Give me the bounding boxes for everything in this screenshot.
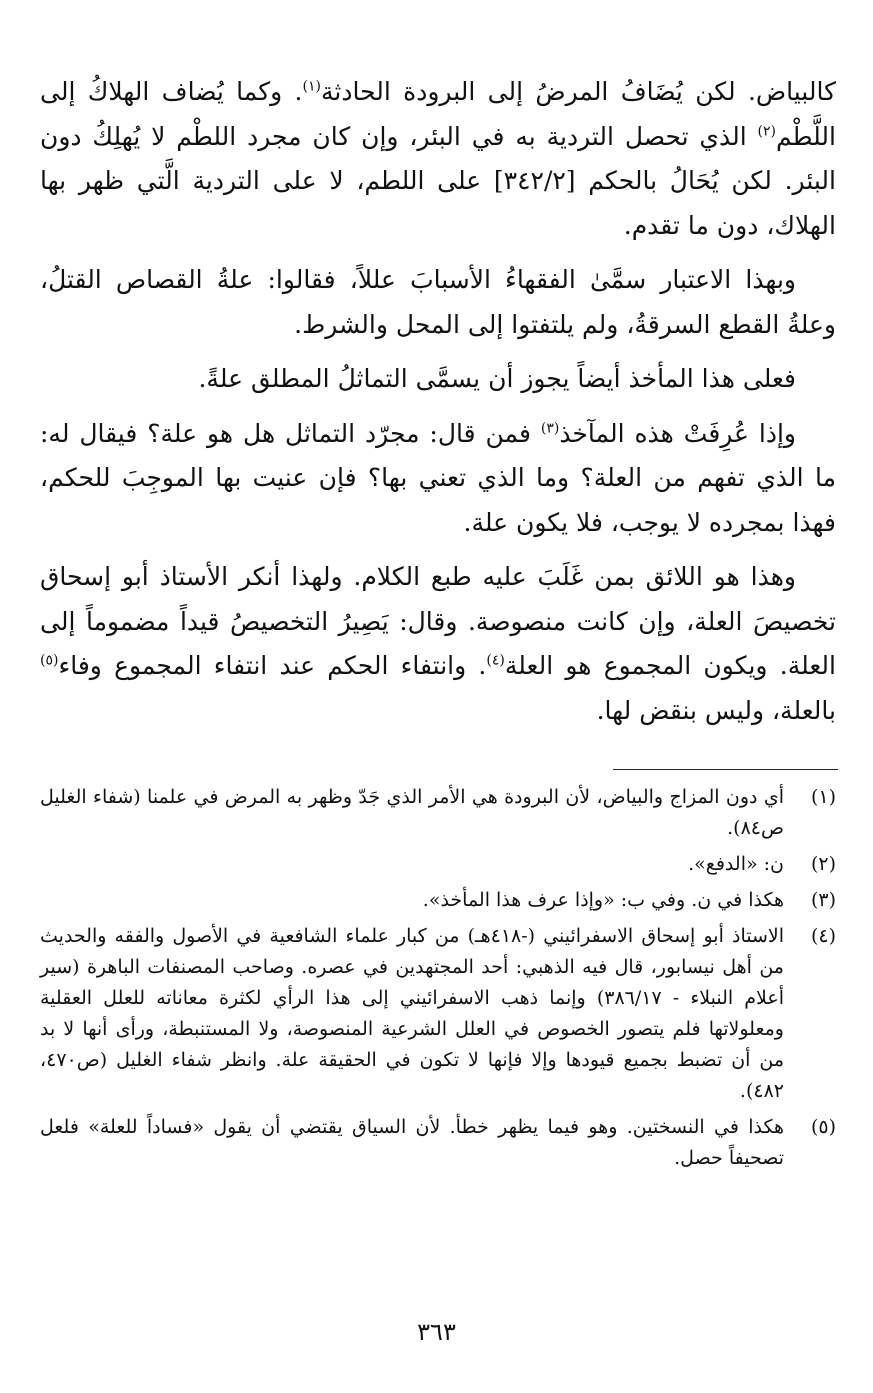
p5-text-b: . وانتفاء الحكم عند انتفاء المجموع وفاء [58,651,487,680]
p1-text-a: كالبياض. لكن يُضَافُ المرضُ إلى البرودة الحادثة [320,77,836,106]
p5-text-c: بالعلة، وليس بنقض لها. [596,695,836,725]
footnote-text: هكذا في ن. وفي ب: «وإذا عرف هذا المأخذ». [422,889,784,911]
footnote-number: (٤) [810,925,836,947]
footnote-number: (٥) [810,1116,836,1138]
footnote-text: ن: «الدفع». [688,853,784,875]
footnote-number: (٢) [810,853,836,875]
paragraph-3: فعلى هذا المأخذ أيضاً يجوز أن يسمَّى التماثلُ المطلق علةً. [198,364,796,393]
footnotes [40,782,836,1179]
footnote-text: هكذا في النسختين. وهو فيما يظهر خطأ. لأن السياق يقتضي أن يقول «فساداً للعلة» فلعل تصحيفاً حصل. [40,1116,784,1169]
footnote-ref-4: (٤) [486,652,505,669]
p1-text-b: . وكما يُضاف الهلاكُ إلى اللَّطْم [40,77,836,151]
paragraph-5 [40,555,836,733]
paragraph-1 [40,70,836,248]
p1-text-c: الذي تحصل التردية به في البئر، وإن كان مجرد اللطْم لا يُهلِكُ دون البئر. لكن يُحَالُ بالحكم [٣٤٢/٢] على اللطم، لا على التردية الَّتي ظهر بها الهلاك، دون ما تقدم. [40,121,836,240]
footnote-ref-3: (٣) [540,420,560,437]
footnote-ref-2: (٢) [757,123,776,140]
footnote-4 [40,921,836,1107]
p4-text-a: وإذا عُرِفَتْ هذه المآخذ [559,418,796,448]
footnote-number: (١) [810,786,836,808]
footnote-text: الاستاذ أبو إسحاق الاسفرائيني (-٤١٨هـ) من كبار علماء الشافعية في الأصول والفقه والحديث من أهل نيسابور، قال فيه الذهبي: أحد المجتهدين في عصره. وصاحب المصنفات الباهرة (سير أعلام النبلاء - ٣٨٦/١٧) وإنما ذهب الاسفرائيني إلى هذا الرأي لكثرة معاناته للعلل العقلية ومعلولاتها فلم يتصور الخصوص في العلل الشرعية المنصوصة، ولا المستنبطة، ورأى أنها لا بد من أن تضبط بجميع قيودها وإلا فإنها لا تكون في الحقيقة علة. وانظر شفاء الغليل (ص٤٧٠، ٤٨٢). [40,925,785,1102]
p4-text-b: فمن قال: مجرّد التماثل هل هو علة؟ فيقال له: ما الذي تفهم من العلة؟ وما الذي تعني بها؟ فإن عنيت بها الموجِبَ للحكم، فهذا بمجرده لا يوجب، فلا يكون علة. [40,418,836,537]
footnote-text: أي دون المزاج والبياض، لأن البرودة هي الأمر الذي جَدّ وظهر به المرض في علمنا (شفاء الغليل ص٨٤). [40,786,784,839]
footnote-ref-1: (١) [302,78,321,95]
footnote-separator [613,769,838,770]
footnote-number: (٣) [810,889,836,911]
paragraph-4 [40,412,836,546]
main-text [40,70,836,743]
footnote-2 [40,849,836,880]
footnote-3 [40,885,836,916]
footnote-5 [40,1112,836,1174]
footnote-1 [40,782,836,844]
footnote-ref-5: (٥) [40,652,59,669]
paragraph-2: وبهذا الاعتبار سمَّىٰ الفقهاءُ الأسبابَ عللاً، فقالوا: علةُ القصاص القتلُ، وعلةُ القطع السرقةُ، ولم يلتفتوا إلى المحل والشرط. [40,265,836,339]
page-number: ٣٦٣ [417,1318,456,1346]
p5-text-a: وهذا هو اللائق بمن غَلَبَ عليه طبع الكلام. ولهذا أنكر الأستاذ أبو إسحاق تخصيصَ العلة، وإن كانت منصوصة. وقال: يَصِيرُ التخصيصُ قيداً مضموماً إلى العلة. ويكون المجموع هو العلة [40,562,836,680]
